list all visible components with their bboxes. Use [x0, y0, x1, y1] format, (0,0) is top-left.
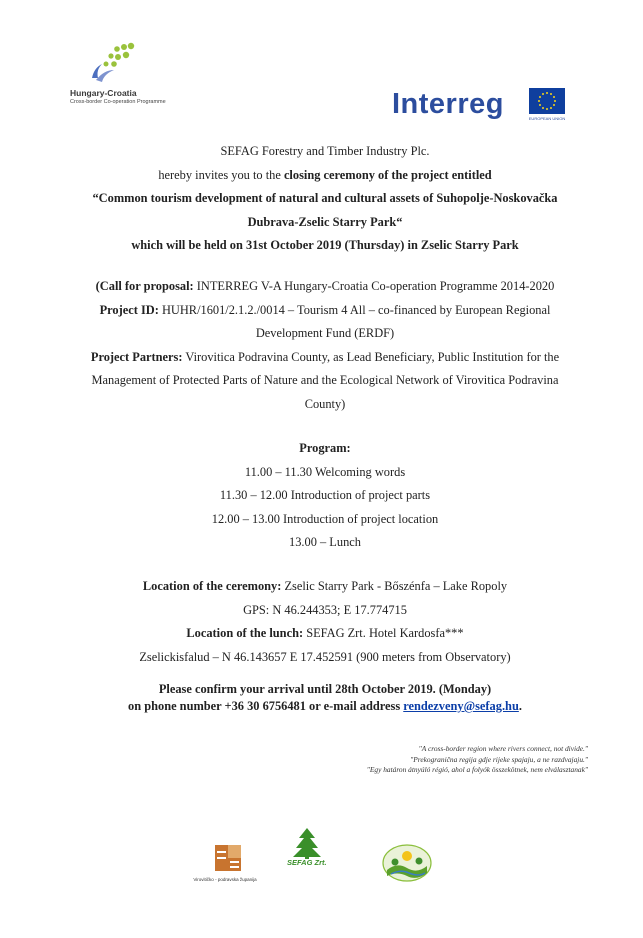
interreg-wordmark: Interreg	[392, 88, 504, 120]
confirm-line-2	[40, 698, 610, 715]
invites-pre: hereby invites you to the	[158, 167, 284, 182]
email-link[interactable]: rendezveny@sefag.hu	[403, 699, 519, 713]
host-line: SEFAG Forestry and Timber Industry Plc.	[220, 144, 430, 158]
hc-logo-title: Hungary-Croatia	[70, 88, 137, 98]
vpz-logo-text: Virovitičko - podravska županija	[193, 877, 257, 882]
gps-line: GPS: N 46.244353; E 17.774715	[243, 602, 407, 617]
details-block	[40, 275, 610, 416]
program-block	[40, 437, 610, 555]
virovitica-podravina-county-logo-icon	[213, 843, 243, 873]
eu-label: EUROPEAN UNION	[528, 116, 566, 121]
call-value: INTERREG V-A Hungary-Croatia Co-operation Programme 2014-2020	[193, 279, 555, 293]
program-item: 13.00 – Lunch	[289, 535, 361, 549]
quote-hungarian: "Egy határon átnyúló régió, ahol a folyók összekötnek, nem elválasztanak"	[366, 765, 588, 774]
invites-bold: closing ceremony of the project entitled	[283, 167, 492, 182]
project-id-label: Project ID:	[99, 302, 159, 317]
confirm-block	[40, 681, 610, 715]
project-id-value: HUHR/1601/2.1.2./0014 – Tourism 4 All – co-financed by European Regional	[158, 302, 551, 317]
location-block	[40, 575, 610, 669]
held-on-line: which will be held on 31st October 2019 (Thursday) in Zselic Starry Park	[131, 238, 519, 252]
lunch-address-line: Zselickisfalud – N 46.143657 E 17.452591 (900 meters from Observatory)	[139, 649, 511, 664]
sefag-logo-text: SEFAG Zrt.	[287, 858, 327, 867]
partners-line-3: County)	[304, 396, 346, 411]
lunch-line	[40, 622, 610, 646]
program-item: 12.00 – 13.00 Introduction of project location	[211, 511, 439, 526]
hc-logo-subtitle: Cross-border Co-operation Programme	[70, 99, 166, 105]
invitation-block	[40, 140, 610, 258]
quotes-block	[367, 744, 588, 776]
partners-line-2: Management of Protected Parts of Nature and the Ecological Network of Virovitica Podravina	[91, 373, 559, 387]
invites-line	[40, 164, 610, 188]
lunch-value: SEFAG Zrt. Hotel Kardosfa***	[303, 626, 464, 640]
confirm-line-2-post: .	[518, 699, 522, 713]
program-item: 11.00 – 11.30 Welcoming words	[244, 464, 406, 479]
confirm-line-1: Please confirm your arrival until 28th October 2019. (Monday)	[158, 682, 492, 696]
eu-flag-icon	[529, 88, 565, 114]
quote-croatian: "Prekogranična regija gdje rijeke spajaju, a ne razdvajaju."	[410, 754, 588, 764]
call-label: (Call for proposal:	[95, 279, 194, 293]
ceremony-value: Zselic Starry Park - Bőszénfa – Lake Ropoly	[281, 579, 508, 593]
program-item: 11.30 – 12.00 Introduction of project parts	[219, 488, 431, 502]
confirm-line-2-pre: on phone number +36 30 6756481 or e-mail address	[128, 699, 404, 713]
project-id-line	[40, 299, 610, 323]
partners-line	[40, 346, 610, 370]
project-title-line-2: Dubrava-Zselic Starry Park“	[247, 214, 403, 229]
project-id-line-2: Development Fund (ERDF)	[255, 326, 395, 340]
partners-value-1: Virovitica Podravina County, as Lead Beneficiary, Public Institution for the	[182, 349, 560, 364]
ceremony-label: Location of the ceremony:	[142, 579, 282, 593]
ceremony-line	[40, 575, 610, 599]
program-heading: Program:	[299, 441, 351, 455]
call-line	[40, 275, 610, 299]
tourism-4-all-logo-icon	[381, 843, 433, 883]
partners-label: Project Partners:	[90, 349, 183, 364]
quote-english: "A cross-border region where rivers connect, not divide."	[418, 744, 588, 753]
lunch-label: Location of the lunch:	[186, 626, 304, 640]
project-title-line-1: “Common tourism development of natural and cultural assets of Suhopolje-Noskovačka	[92, 191, 558, 205]
